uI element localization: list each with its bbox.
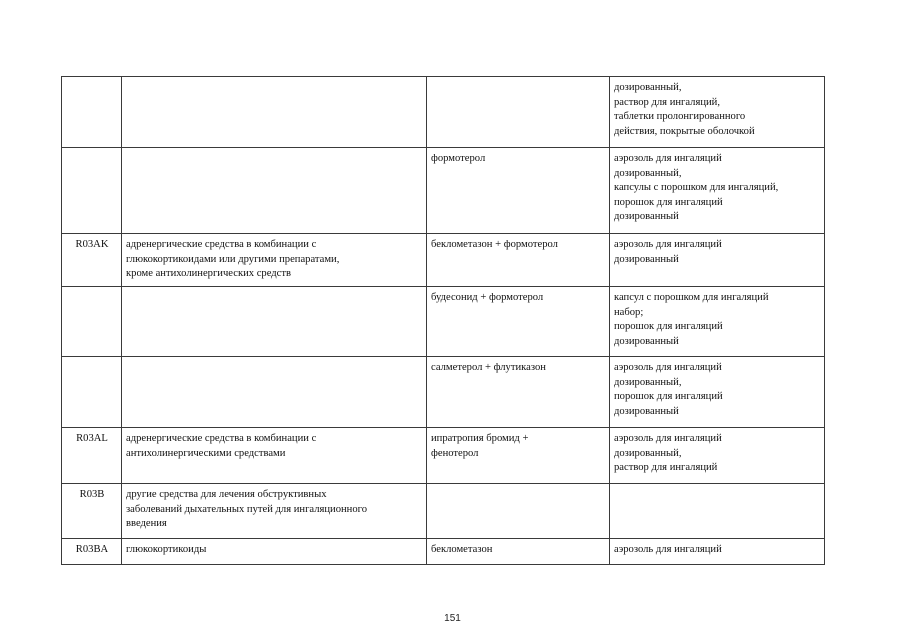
atc-code-cell [62,287,122,357]
dosage-form-cell [610,484,825,539]
table-row [62,77,825,148]
drug-name-cell [427,484,610,539]
anatomical-group-cell: другие средства для лечения обструктивных заболеваний дыхательных путей для ингаляционного введения [122,484,427,539]
page-number: 151 [444,613,461,624]
atc-code-cell: R03BA [62,539,122,565]
anatomical-group-cell: адренергические средства в комбинации с глюкокортикоидами или другими препаратами, кроме антихолинергических средств [122,234,427,287]
dosage-form-cell: аэрозоль для ингаляций дозированный, раствор для ингаляций [610,428,825,484]
dosage-form-cell: дозированный, раствор для ингаляций, таблетки пролонгированного действия, покрытые оболочкой [610,77,825,148]
anatomical-group-cell: адренергические средства в комбинации с антихолинергическими средствами [122,428,427,484]
table-row [62,357,825,428]
atc-code-cell: R03B [62,484,122,539]
dosage-form-cell: капсул с порошком для ингаляций набор; порошок для ингаляций дозированный [610,287,825,357]
anatomical-group-cell [122,287,427,357]
drug-name-cell: беклометазон + формотерол [427,234,610,287]
table-row [62,287,825,357]
table-row [62,148,825,234]
dosage-form-cell: аэрозоль для ингаляций дозированный, капсулы с порошком для ингаляций, порошок для ингаляций дозированный [610,148,825,234]
atc-code-cell [62,77,122,148]
table-row [62,234,825,287]
atc-code-cell [62,357,122,428]
anatomical-group-cell [122,148,427,234]
drug-name-cell [427,77,610,148]
drug-name-cell: беклометазон [427,539,610,565]
table-row [62,428,825,484]
anatomical-group-cell [122,77,427,148]
drug-name-cell: салметерол + флутиказон [427,357,610,428]
table-row [62,484,825,539]
dosage-form-cell: аэрозоль для ингаляций [610,539,825,565]
dosage-form-cell: аэрозоль для ингаляций дозированный [610,234,825,287]
atc-code-cell: R03AK [62,234,122,287]
dosage-form-cell: аэрозоль для ингаляций дозированный, порошок для ингаляций дозированный [610,357,825,428]
atc-code-cell [62,148,122,234]
drug-name-cell: ипратропия бромид + фенотерол [427,428,610,484]
atc-code-cell: R03AL [62,428,122,484]
drug-name-cell: формотерол [427,148,610,234]
anatomical-group-cell: глюкокортикоиды [122,539,427,565]
drug-name-cell: будесонид + формотерол [427,287,610,357]
table-row [62,539,825,565]
anatomical-group-cell [122,357,427,428]
drug-classification-table [61,76,825,565]
